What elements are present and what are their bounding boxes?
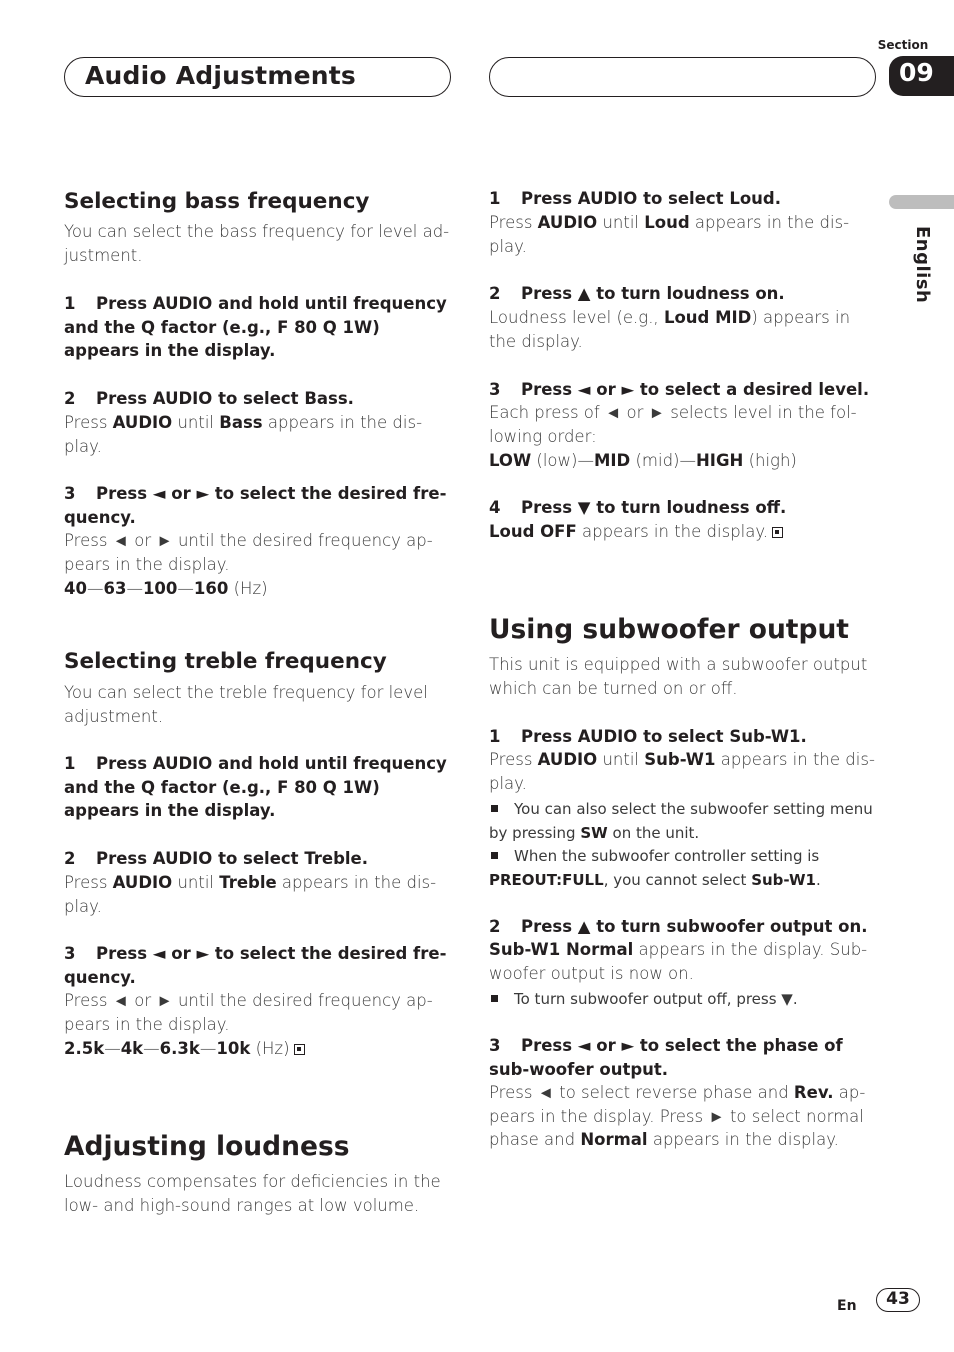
language-tab: [889, 195, 954, 209]
bullet-icon: [491, 995, 498, 1002]
section-number: 09: [899, 58, 934, 87]
bass-step-2-body: Press AUDIO until Bass appears in the dis-play.: [64, 413, 423, 456]
loudness-intro: Loudness compensates for deficiencies in the low- and high-sound ranges at low volume.: [64, 1172, 441, 1215]
bass-intro: You can select the bass frequency for level ad-justment.: [64, 222, 450, 265]
sub-step-2: 2 Press ▲ to turn subwoofer output on.: [489, 917, 868, 936]
end-mark-icon: [772, 527, 783, 538]
loud-step-2: 2 Press ▲ to turn loudness on.: [489, 284, 785, 303]
section-badge: [889, 56, 954, 96]
treble-step-1: 1 Press AUDIO and hold until frequency and the Q factor (e.g., F 80 Q 1W) appears in the display.: [64, 754, 447, 821]
header-blank-frame: [489, 57, 876, 97]
sub-step-1: 1 Press AUDIO to select Sub-W1.: [489, 727, 807, 746]
loud-step-3-body: Each press of ◄ or ► selects level in the fol-lowing order:: [489, 403, 857, 446]
sub-step-3-body: Press ◄ to select reverse phase and Rev. ap-pears in the display. Press ► to select normal phase and Normal appears in the display.: [489, 1083, 866, 1150]
bass-step-2: 2 Press AUDIO to select Bass.: [64, 389, 354, 408]
bass-step-3: 3 Press ◄ or ► to select the desired fre-quency.: [64, 484, 447, 527]
treble-step-3: 3 Press ◄ or ► to select the desired fre-quency.: [64, 944, 447, 987]
language-label: English: [912, 226, 933, 304]
loudness-heading: Adjusting loudness: [64, 1131, 350, 1162]
treble-heading: Selecting treble frequency: [64, 649, 387, 674]
treble-step-2-body: Press AUDIO until Treble appears in the dis-play.: [64, 873, 437, 916]
treble-frequency-sequence: 2.5k—4k—6.3k—10k (Hz): [64, 1037, 450, 1061]
end-mark-icon: [294, 1044, 305, 1055]
loud-step-4-body: Loud OFF appears in the display.: [489, 520, 881, 544]
treble-step-2: 2 Press AUDIO to select Treble.: [64, 849, 369, 868]
subwoofer-heading: Using subwoofer output: [489, 614, 849, 645]
sub-step-1-note-2: When the subwoofer controller setting is PREOUT:FULL, you cannot select Sub-W1.: [489, 847, 821, 889]
sub-step-2-note: To turn subwoofer output off, press ▼.: [489, 987, 881, 1011]
header-title-frame: [64, 57, 451, 97]
bass-step-3-body: Press ◄ or ► until the desired frequency ap-pears in the display.: [64, 531, 433, 574]
bass-frequency-sequence: 40—63—100—160 (Hz): [64, 579, 268, 598]
bass-heading: Selecting bass frequency: [64, 189, 370, 214]
sub-step-2-body: Sub-W1 Normal appears in the display. Sub-woofer output is now on.: [489, 940, 868, 983]
treble-step-3-body: Press ◄ or ► until the desired frequency ap-pears in the display.: [64, 991, 433, 1034]
bass-step-1: 1 Press AUDIO and hold until frequency and the Q factor (e.g., F 80 Q 1W) appears in the display.: [64, 294, 447, 361]
page-title: Audio Adjustments: [85, 61, 356, 90]
page-number: 43: [876, 1288, 920, 1312]
loud-step-2-body: Loudness level (e.g., Loud MID) appears in the display.: [489, 308, 851, 351]
footer-language: En: [837, 1298, 857, 1314]
bullet-icon: [491, 852, 498, 859]
sub-step-1-note-1: You can also select the subwoofer setting menu by pressing SW on the unit.: [489, 800, 873, 842]
section-label: Section: [877, 38, 929, 52]
loud-step-4: 4 Press ▼ to turn loudness off.: [489, 498, 787, 517]
bullet-icon: [491, 805, 498, 812]
sub-step-1-body: Press AUDIO until Sub-W1 appears in the dis-play.: [489, 750, 875, 793]
loudness-level-order: LOW (low)—MID (mid)—HIGH (high): [489, 451, 797, 470]
loud-step-1: 1 Press AUDIO to select Loud.: [489, 189, 781, 208]
treble-intro: You can select the treble frequency for level adjustment.: [64, 683, 428, 726]
loud-step-1-body: Press AUDIO until Loud appears in the dis-play.: [489, 213, 850, 256]
sub-step-3: 3 Press ◄ or ► to select the phase of sub-woofer output.: [489, 1036, 843, 1079]
loud-step-3: 3 Press ◄ or ► to select a desired level.: [489, 380, 870, 399]
subwoofer-intro: This unit is equipped with a subwoofer output which can be turned on or off.: [489, 655, 868, 698]
